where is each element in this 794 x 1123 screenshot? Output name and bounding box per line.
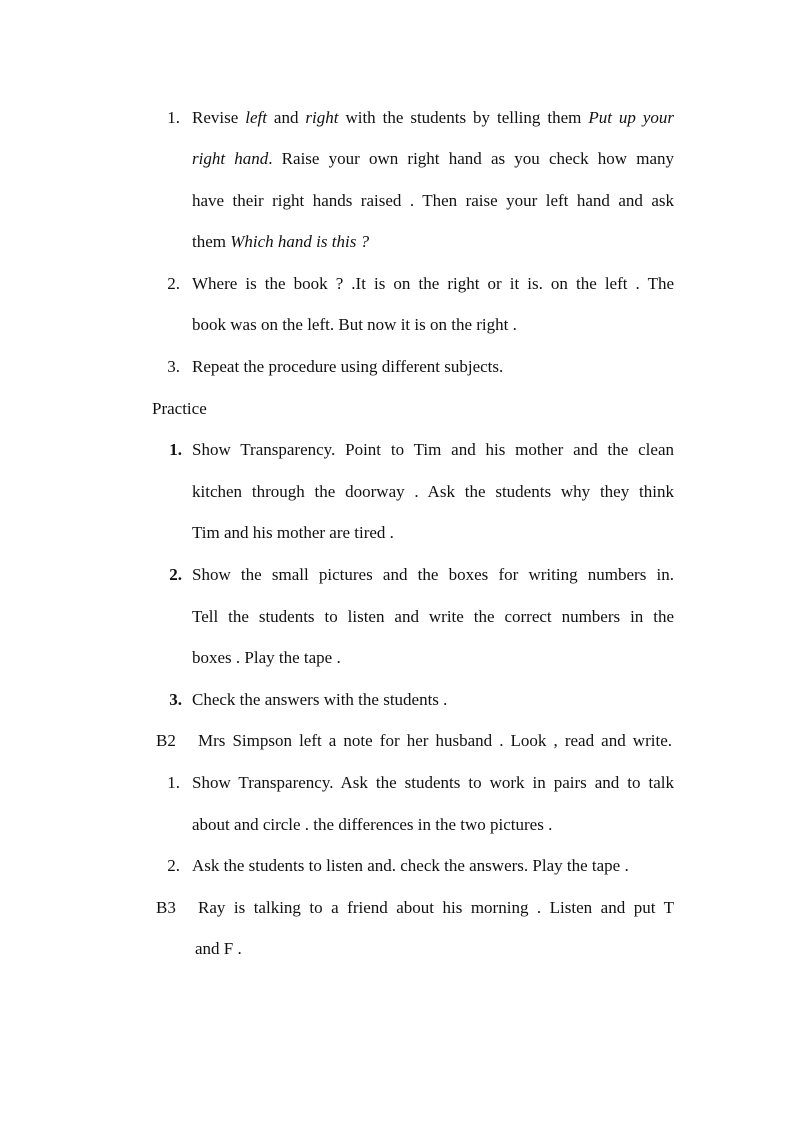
section-label: B3 [156,898,176,917]
list-number: 2. [169,565,182,584]
practice-heading: Practice [152,399,207,418]
list-number: 1. [167,773,180,792]
list-item-line: have their right hands raised . Then raise your left hand and ask [192,191,674,210]
list-number: 1. [167,108,180,127]
list-item-line: Tim and his mother are tired . [192,523,394,542]
list-item-line: Check the answers with the students . [192,690,448,709]
list-item-line: Show the small pictures and the boxes for writing numbers in. [192,565,674,584]
list-item-line: Ask the students to listen and. check the answers. Play the tape . [192,856,629,875]
list-item-line: right hand. Raise your own right hand as you check how many [192,149,675,168]
list-item-line: Tell the students to listen and write the correct numbers in the [192,607,674,626]
section-title: Mrs Simpson left a note for her husband . Look , read and write. [198,731,672,750]
section-title-continued: and F . [195,939,242,958]
list-item-line: Where is the book ? .It is on the right or it is. on the left . The [192,274,674,293]
list-number: 2. [167,856,180,875]
list-item-line: about and circle . the differences in the two pictures . [192,815,553,834]
section-label: B2 [156,731,176,750]
list-number: 2. [167,274,180,293]
list-item-line: boxes . Play the tape . [192,648,341,667]
list-number: 1. [169,440,182,459]
list-number: 3. [169,690,182,709]
list-item-line: Revise left and right with the students by telling them Put up your [192,108,674,127]
list-item-line: them Which hand is this ? [192,232,370,251]
list-item-line: Show Transparency. Ask the students to work in pairs and to talk [192,773,674,792]
list-item-line: kitchen through the doorway . Ask the students why they think [192,482,674,501]
list-item-line: Repeat the procedure using different subjects. [192,357,504,376]
list-item-line: book was on the left. But now it is on the right . [192,315,517,334]
list-number: 3. [167,357,180,376]
list-item-line: Show Transparency. Point to Tim and his mother and the clean [192,440,674,459]
section-title: Ray is talking to a friend about his morning . Listen and put T [198,898,674,917]
